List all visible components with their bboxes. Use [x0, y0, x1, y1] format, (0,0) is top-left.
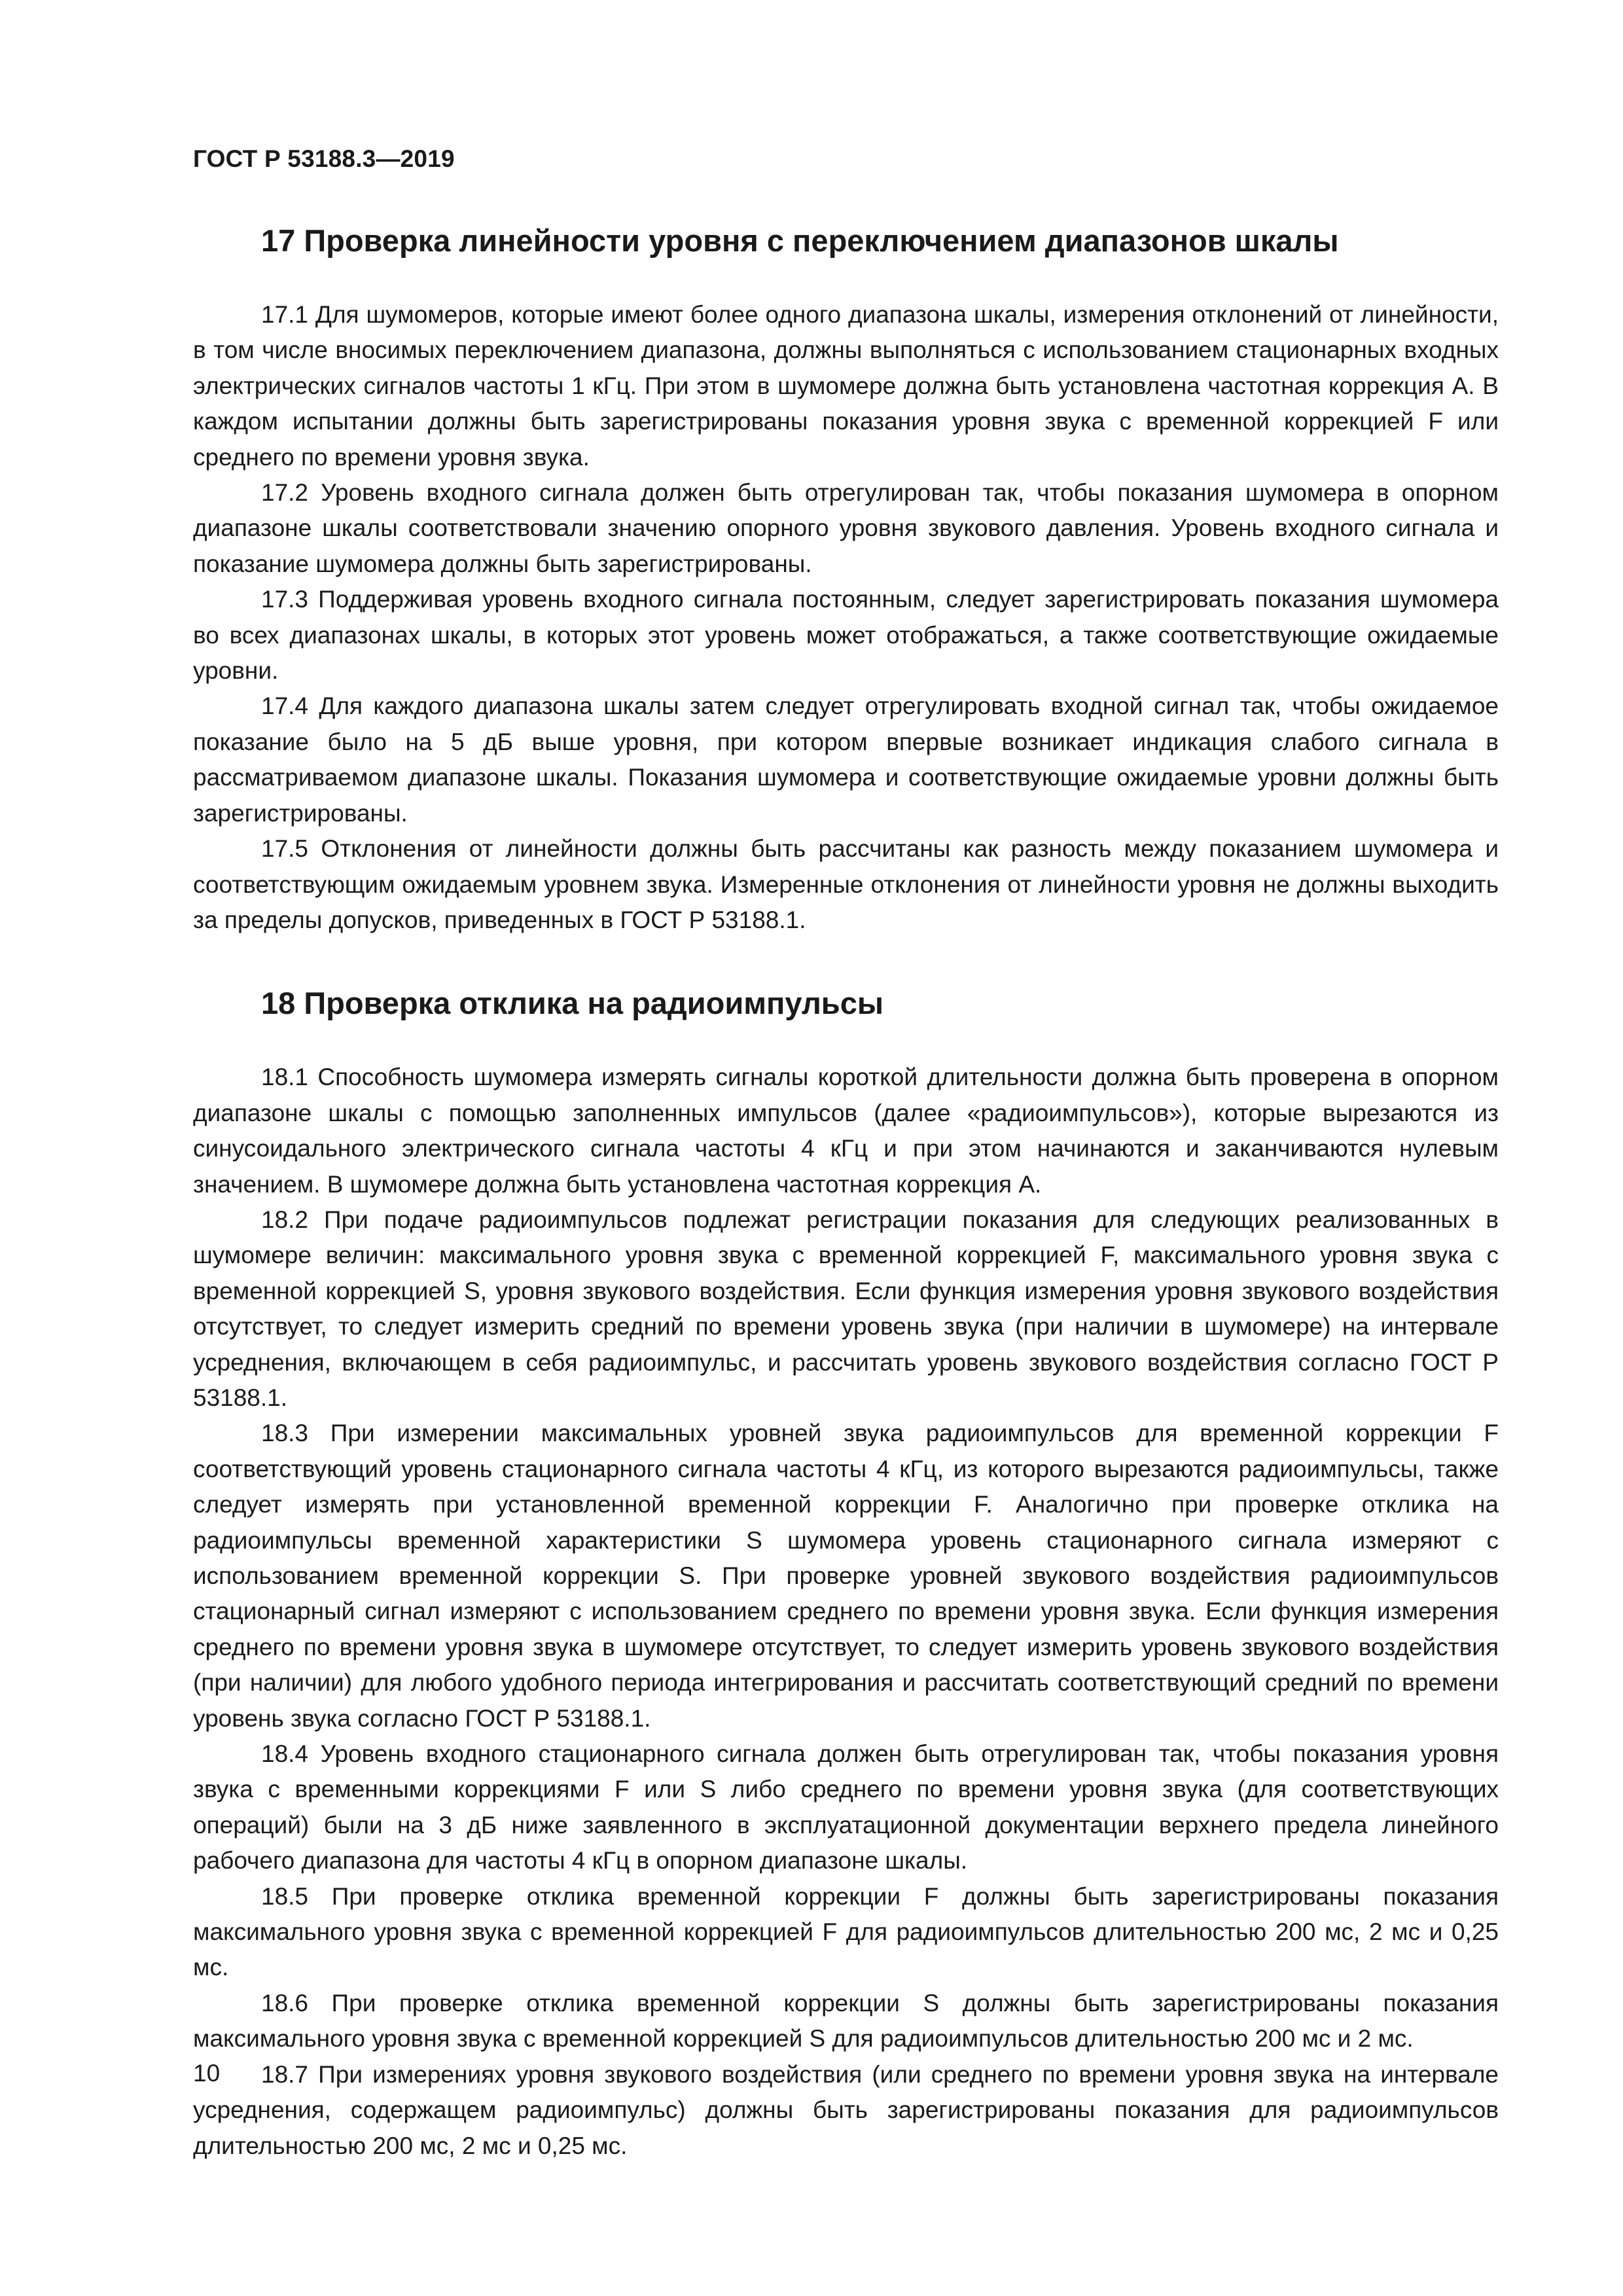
paragraph-18-7: 18.7 При измерениях уровня звукового воздействия (или среднего по времени уровня звука на интервале усреднения, содержащем радиоимпульс) должны быть зарегистрированы показания для радиоимпульсов длительностью 200 мс, 2 мс и 0,25 мс.: [193, 2060, 1499, 2159]
section-17: [193, 221, 1499, 938]
paragraph-17-3: 17.3 Поддерживая уровень входного сигнала постоянным, следует зарегистрировать показания шумомера во всех диапазонах шкалы, в которых этот уровень может отображаться, а также соответствующие ожидаемые уровни.: [193, 586, 1499, 685]
section-title-18: 18 Проверка отклика на радиоимпульсы: [261, 986, 883, 1021]
paragraph-17-1: 17.1 Для шумомеров, которые имеют более одного диапазона шкалы, измерения отклонений от линейности, в том числе вносимых переключением диапазона, должны выполняться с использованием стационарных входных электрических сигналов частоты 1 кГц. При этом в шумомере должна быть установлена частотная коррекция А. В каждом испытании должны быть зарегистрированы показания уровня звука с временной коррекцией F или среднего по времени уровня звука.: [193, 301, 1499, 471]
page-number: 10: [193, 2060, 221, 2087]
paragraph-17-4: 17.4 Для каждого диапазона шкалы затем следует отрегулировать входной сигнал так, чтобы ожидаемое показание было на 5 дБ выше уровня, при котором впервые возникает индикация слабого сигнала в рассматриваемом диапазоне шкалы. Показания шумомера и соответствующие ожидаемые уровни должны быть зарегистрированы.: [193, 692, 1499, 827]
paragraph-18-1: 18.1 Способность шумомера измерять сигналы короткой длительности должна быть проверена в опорном диапазоне шкалы с помощью заполненных импульсов (далее «радиоимпульсов»), которые вырезаются из синусоидального электрического сигнала частоты 4 кГц и при этом начинаются и заканчиваются нулевым значением. В шумомере должна быть установлена частотная коррекция А.: [193, 1064, 1499, 1198]
paragraph-17-5: 17.5 Отклонения от линейности должны быть рассчитаны как разность между показанием шумомера и соответствующим ожидаемым уровнем звука. Измеренные отклонения от линейности уровня не должны выходить за пределы допусков, приведенных в ГОСТ Р 53188.1.: [193, 835, 1499, 933]
section-title-17: 17 Проверка линейности уровня с переключением диапазонов шкалы: [261, 223, 1339, 258]
section-18: [193, 984, 1499, 2164]
paragraph-18-3: 18.3 При измерении максимальных уровней звука радиоимпульсов для временной коррекции F соответствующий уровень стационарного сигнала частоты 4 кГц, из которого вырезаются радиоимпульсы, также следует измерять при установленной временной коррекции F. Аналогично при проверке отклика на радиоимпульсы временной характеристики S шумомера уровень стационарного сигнала измеряют с использованием временной коррекции S. При проверке уровней звукового воздействия радиоимпульсов стационарный сигнал измеряют с использованием среднего по времени уровня звука. Если функция измерения среднего по времени уровня звука в шумомере отсутствует, то следует измерить уровень звукового воздействия (при наличии) для любого удобного периода интегрирования и рассчитать соответствующий средний по времени уровень звука согласно ГОСТ Р 53188.1.: [193, 1420, 1499, 1732]
paragraph-18-5: 18.5 При проверке отклика временной коррекции F должны быть зарегистрированы показания максимального уровня звука с временной коррекцией F для радиоимпульсов длительностью 200 мс, 2 мс и 0,25 мс.: [193, 1882, 1499, 1981]
paragraph-18-4: 18.4 Уровень входного стационарного сигнала должен быть отрегулирован так, чтобы показания уровня звука с временными коррекциями F или S либо среднего по времени уровня звука (для соответствующих операций) были на 3 дБ ниже заявленного в эксплуатационной документации верхнего предела линейного рабочего диапазона для частоты 4 кГц в опорном диапазоне шкалы.: [193, 1740, 1499, 1874]
paragraph-17-2: 17.2 Уровень входного сигнала должен быть отрегулирован так, чтобы показания шумомера в опорном диапазоне шкалы соответствовали значению опорного уровня звукового давления. Уровень входного сигнала и показание шумомера должны быть зарегистрированы.: [193, 479, 1499, 577]
paragraph-18-2: 18.2 При подаче радиоимпульсов подлежат регистрации показания для следующих реализованных в шумомере величин: максимального уровня звука с временной коррекцией F, максимального уровня звука с временной коррекцией S, уровня звукового воздействия. Если функция измерения уровня звукового воздействия отсутствует, то следует измерить средний по времени уровень звука (при наличии в шумомере) на интервале усреднения, включающем в себя радиоимпульс, и рассчитать уровень звукового воздействия согласно ГОСТ Р 53188.1.: [193, 1206, 1499, 1411]
running-header-standard-code: ГОСТ Р 53188.3—2019: [193, 145, 455, 172]
paragraph-18-6: 18.6 При проверке отклика временной коррекции S должны быть зарегистрированы показания максимального уровня звука с временной коррекцией S для радиоимпульсов длительностью 200 мс и 2 мс.: [193, 1989, 1499, 2053]
document-body: [193, 221, 1499, 2164]
